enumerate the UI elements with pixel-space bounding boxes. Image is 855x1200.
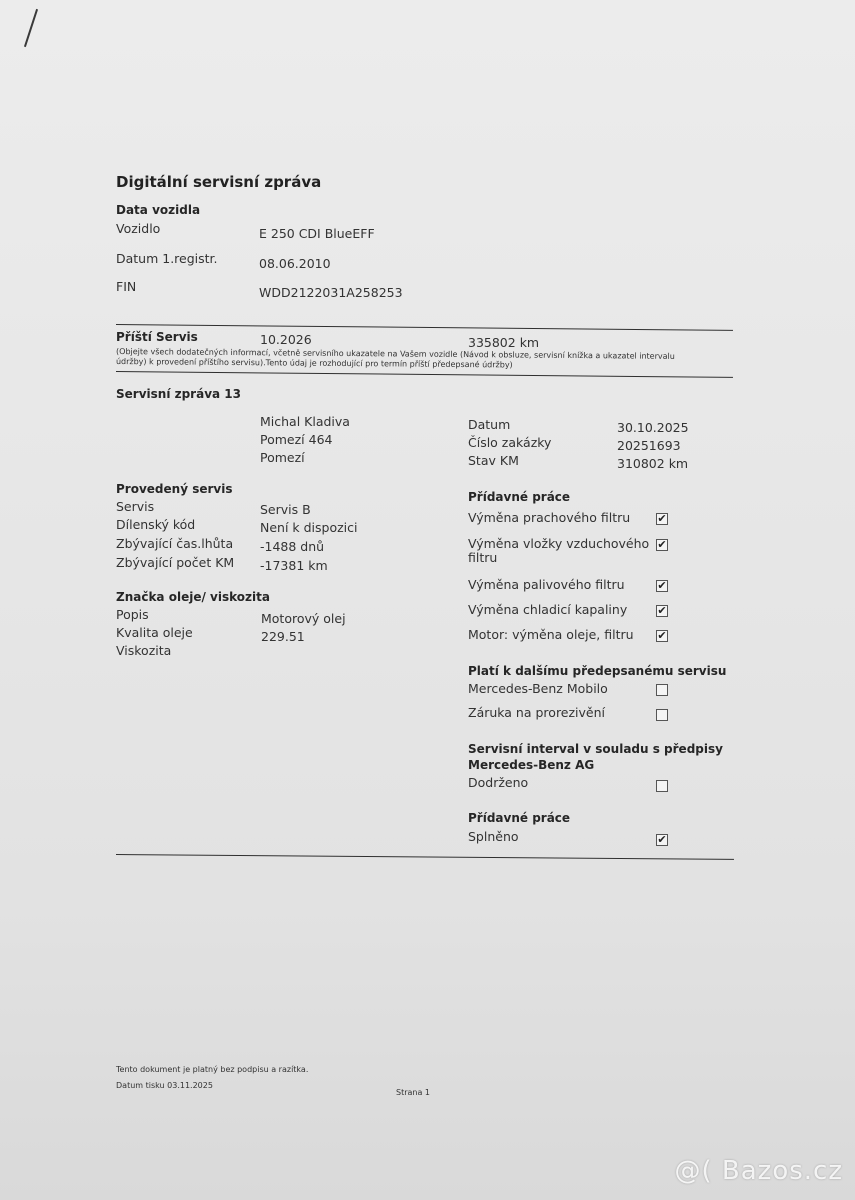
air-filter-checkbox[interactable]: ✔ xyxy=(657,538,667,551)
validity-note: Tento dokument je platný bez podpisu a razítka. xyxy=(116,1065,309,1074)
remaining-km-label: Zbývající počet KM xyxy=(116,555,235,570)
interval-heading-brand: Mercedes-Benz AG xyxy=(468,758,595,772)
additional-work-heading: Přídavné práce xyxy=(468,490,571,504)
report-date-label: Datum xyxy=(468,417,511,432)
divider xyxy=(116,854,734,860)
interval-kept-checkbox[interactable] xyxy=(656,780,668,792)
interval-kept-label: Dodrženo xyxy=(468,775,529,790)
vehicle-value: E 250 CDI BlueEFF xyxy=(259,226,375,241)
rust-warranty-checkbox[interactable] xyxy=(656,709,668,721)
fuel-filter-checkbox[interactable]: ✔ xyxy=(657,579,667,592)
document-title: Digitální servisní zpráva xyxy=(116,173,322,191)
remaining-time-label: Zbývající čas.lhůta xyxy=(116,536,234,551)
oil-heading: Značka oleje/ viskozita xyxy=(116,590,270,604)
mobilo-label: Mercedes-Benz Mobilo xyxy=(468,681,608,696)
remaining-km-value: -17381 km xyxy=(260,558,328,573)
oil-description-label: Popis xyxy=(116,607,149,622)
pen-mark xyxy=(24,9,38,48)
fin-label: FIN xyxy=(116,279,137,294)
oil-description-value: Motorový olej xyxy=(261,611,346,626)
print-date: Datum tisku 03.11.2025 xyxy=(116,1081,213,1090)
fulfilled-checkbox[interactable]: ✔ xyxy=(657,833,667,846)
fin-value: WDD2122031A258253 xyxy=(259,285,403,300)
valid-next-heading: Platí k dalšímu předepsanému servisu xyxy=(468,664,727,678)
air-filter-label: Výměna vložky vzduchového xyxy=(468,536,650,551)
service-type-value: Servis B xyxy=(260,502,311,517)
fuel-filter-label: Výměna palivového filtru xyxy=(468,577,625,592)
additional-work2-heading: Přídavné práce xyxy=(468,811,571,825)
oil-change-label: Motor: výměna oleje, filtru xyxy=(468,627,634,642)
bazos-watermark: @( Bazos.cz xyxy=(674,1156,843,1186)
interval-heading: Servisní interval v souladu s předpisy xyxy=(468,742,723,756)
registration-label: Datum 1.registr. xyxy=(116,251,218,266)
customer-street: Pomezí 464 xyxy=(260,432,333,447)
vehicle-label: Vozidlo xyxy=(116,221,161,236)
oil-quality-value: 229.51 xyxy=(261,629,305,644)
next-service-label: Příští Servis xyxy=(116,330,198,344)
oil-viscosity-label: Viskozita xyxy=(116,643,172,658)
vehicle-heading: Data vozidla xyxy=(116,203,201,217)
dust-filter-checkbox[interactable]: ✔ xyxy=(657,512,667,525)
customer-name: Michal Kladiva xyxy=(260,414,350,429)
coolant-label: Výměna chladicí kapaliny xyxy=(468,602,628,617)
odometer-label: Stav KM xyxy=(468,453,519,468)
report-date-value: 30.10.2025 xyxy=(617,420,689,435)
service-done-heading: Provedený servis xyxy=(116,482,233,496)
workshop-code-label: Dílenský kód xyxy=(116,517,196,532)
remaining-time-value: -1488 dnů xyxy=(260,539,325,554)
page-number: Strana 1 xyxy=(396,1088,431,1097)
service-type-label: Servis xyxy=(116,499,155,514)
coolant-checkbox[interactable]: ✔ xyxy=(657,604,667,617)
odometer-value: 310802 km xyxy=(617,456,689,471)
workshop-code-value: Není k dispozici xyxy=(260,520,358,535)
divider xyxy=(116,371,733,378)
dust-filter-label: Výměna prachového filtru xyxy=(468,510,631,525)
order-number-value: 20251693 xyxy=(617,438,681,453)
order-number-label: Číslo zakázky xyxy=(468,435,552,450)
divider xyxy=(116,324,733,331)
next-service-km: 335802 km xyxy=(468,335,540,350)
mobilo-checkbox[interactable] xyxy=(656,684,668,696)
next-service-note: (Objejte všech dodatečných informací, včetně servisního ukazatele na Vašem vozidle (Návod k obsluze, servisní knížka a ukazatel intervalu údržby) k provedení příštího servisu).Tento údaj je rozhodující pro termín příští předepsané údržby) xyxy=(115,347,675,370)
fulfilled-label: Splněno xyxy=(468,829,519,844)
registration-value: 08.06.2010 xyxy=(259,256,331,271)
air-filter-label-cont: filtru xyxy=(468,550,498,565)
report-heading: Servisní zpráva 13 xyxy=(116,387,241,401)
rust-warranty-label: Záruka na prorezivění xyxy=(468,705,606,720)
next-service-date: 10.2026 xyxy=(260,332,312,347)
customer-city: Pomezí xyxy=(260,450,305,465)
oil-quality-label: Kvalita oleje xyxy=(116,625,193,640)
oil-change-checkbox[interactable]: ✔ xyxy=(657,629,667,642)
